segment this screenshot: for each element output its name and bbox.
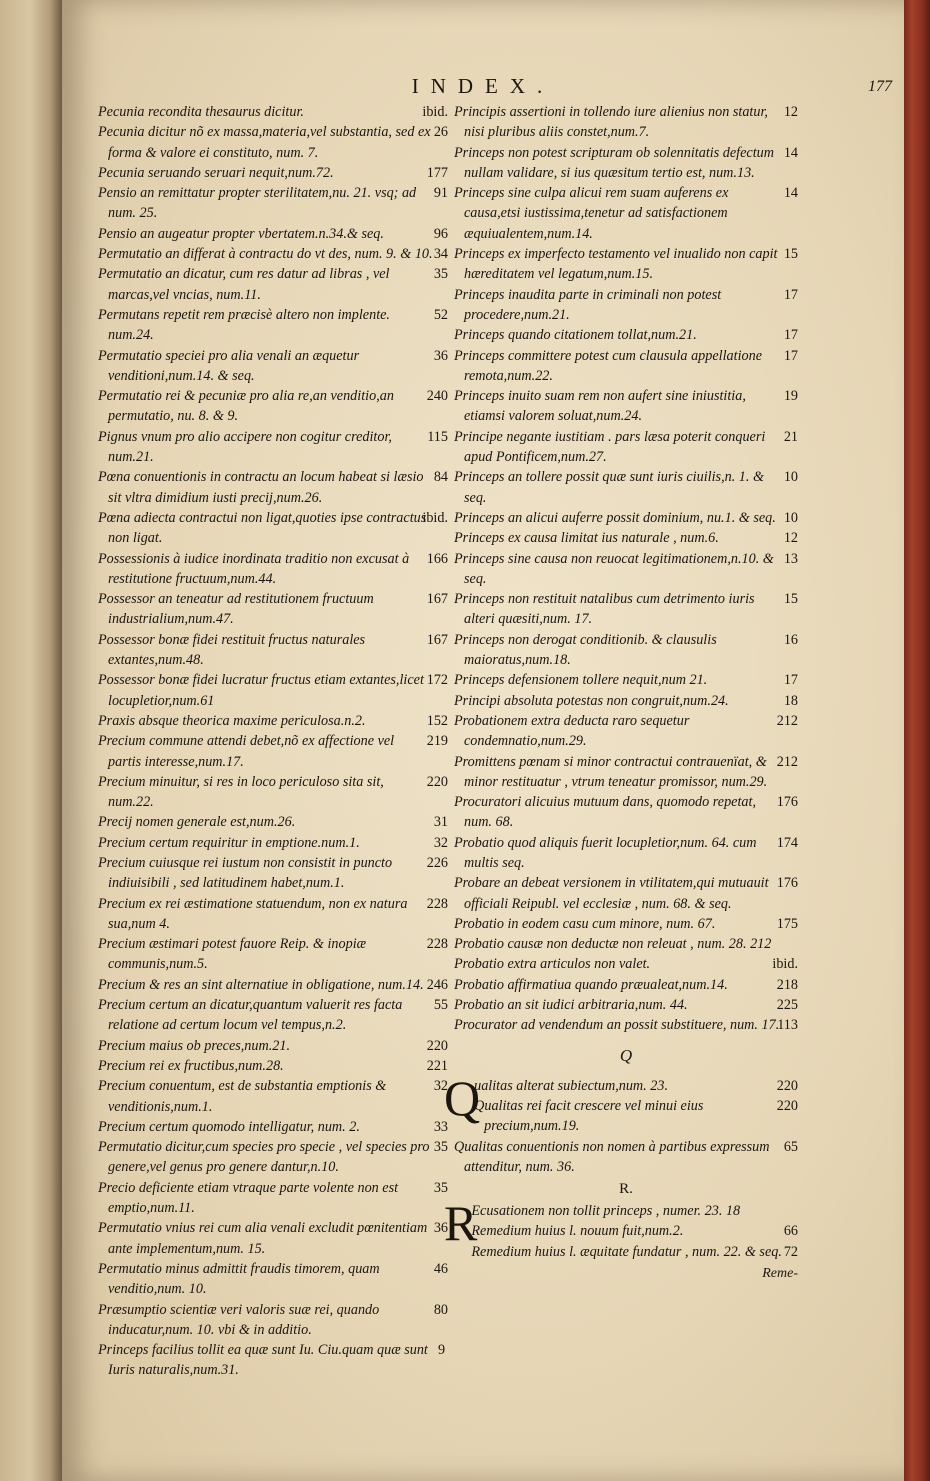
- entry-page-number: 219: [426, 733, 448, 750]
- index-entry: [454, 630, 798, 671]
- index-entry: [98, 1300, 448, 1341]
- index-entry: [98, 427, 448, 468]
- entry-text: Pensio an remittatur propter sterilitatem,nu. 21. vsq; ad num. 25.: [98, 185, 417, 222]
- entry-text: Possessionis à iudice inordinata traditio non excusat à restitutione fructuum,num.44.: [98, 550, 410, 587]
- entry-page-number: 55: [433, 997, 448, 1014]
- entry-page-number: 113: [777, 1017, 798, 1034]
- entry-text: Princeps facilius tollit ea quæ sunt Iu. Ciu.quam quæ sunt Iuris naturalis,num.31.: [98, 1342, 428, 1379]
- entry-page-number: 19: [783, 388, 798, 405]
- folio-number: 177: [868, 78, 892, 95]
- entry-text: Pœna conuentionis in contractu an locum habeat si læsio sit vltra dimidium iusti precij,num.26.: [98, 469, 424, 506]
- entry-text: Princeps ex imperfecto testamento vel inualido non capit hæreditatem vel legatum,num.15.: [454, 246, 778, 283]
- entry-page-number: 35: [433, 1139, 448, 1156]
- entry-page-number: 226: [426, 854, 448, 871]
- entry-text: Precium minuitur, si res in loco periculoso sita sit, num.22.: [98, 773, 384, 811]
- entry-text: Probatio in eodem casu cum minore, num. 67.: [454, 915, 716, 932]
- entry-page-number: ibid.: [422, 104, 448, 120]
- entry-page-number: 91: [433, 185, 448, 202]
- entry-page-number: 84: [433, 469, 448, 486]
- entry-text: Permutatio an dicatur, cum res datur ad libras , vel marcas,vel vncias, num.11.: [98, 266, 390, 303]
- entry-text: Promittens pœnam si minor contractui contrauenïat, & minor restituatur , vtrum teneatur promissor, num.29.: [454, 753, 768, 790]
- entry-page-number: 225: [776, 997, 798, 1014]
- index-entry: [454, 914, 798, 934]
- index-entry: [454, 1201, 798, 1221]
- right-column: [444, 102, 798, 1284]
- index-entry: [98, 772, 448, 813]
- index-entry: [98, 1137, 448, 1178]
- entry-text: Pecunia seruando seruari nequit,num.72.: [98, 164, 334, 181]
- entry-page-number: 33: [433, 1118, 448, 1135]
- left-column: [98, 102, 448, 1381]
- entry-text: Precium rei ex fructibus,num.28.: [98, 1057, 284, 1074]
- entry-text: Permutatio speciei pro alia venali an æquetur venditioni,num.14. & seq.: [98, 347, 360, 384]
- index-entry: [454, 143, 798, 184]
- entry-page-number: 12: [783, 530, 798, 547]
- entry-page-number: 32: [433, 834, 448, 851]
- entry-text: Possessor bonæ fidei lucratur fructus etiam extantes,licet locupletior,num.61: [98, 672, 424, 709]
- entry-page-number: 10: [783, 469, 798, 486]
- entry-text: Principe negante iustitiam . pars læsa poterit conqueri apud Pontificem,num.27.: [454, 428, 766, 466]
- entry-page-number: 32: [433, 1078, 448, 1095]
- entry-page-number: 31: [433, 814, 448, 831]
- right-entries: [454, 102, 798, 1036]
- index-entry: [454, 792, 798, 833]
- entry-text: Precij nomen generale est,num.26.: [98, 814, 296, 831]
- section-heading-r: R.: [619, 1181, 633, 1198]
- entry-text: Precium conuentum, est de substantia emptionis & venditionis,num.1.: [98, 1078, 387, 1115]
- index-entry: [98, 833, 448, 853]
- index-entry: [98, 711, 448, 731]
- entry-text: Precium certum quomodo intelligatur, num. 2.: [98, 1118, 360, 1135]
- index-entry: [454, 183, 798, 244]
- entry-page-number: 21: [783, 428, 798, 445]
- index-entry: [98, 853, 448, 894]
- entry-text: Possessor bonæ fidei restituit fructus naturales extantes,num.48.: [98, 631, 366, 669]
- index-entry: [454, 427, 798, 468]
- entry-page-number: 17: [783, 286, 798, 303]
- index-entry: [454, 1221, 798, 1241]
- section-r: [444, 1195, 798, 1262]
- index-entry: [454, 1076, 798, 1096]
- index-entry: [98, 589, 448, 630]
- entry-text: Permutatio dicitur,cum species pro specie , vel species pro genere,vel genus pro genere dantur,n.10.: [98, 1139, 430, 1176]
- entry-page-number: 17: [783, 672, 798, 689]
- index-entry: [98, 894, 448, 935]
- index-entry: [98, 1117, 448, 1137]
- entry-text: Probatio extra articulos non valet.: [454, 956, 651, 973]
- entry-text: Possessor an teneatur ad restitutionem fructuum industrialium,num.47.: [98, 591, 374, 628]
- entry-text: Precio deficiente etiam vtraque parte volente non est emptio,num.11.: [98, 1179, 399, 1217]
- entry-text: Precium æstimari potest fauore Reip. & inopiæ communis,num.5.: [98, 936, 367, 973]
- entry-text: Princeps ex causa limitat ius naturale , num.6.: [454, 530, 719, 547]
- index-entry: [454, 833, 798, 874]
- entry-text: Remedium huius l. nouum fuit,num.2.: [471, 1223, 684, 1240]
- index-entry: [98, 508, 448, 549]
- index-entry: [454, 1137, 798, 1178]
- entry-text: Princeps committere potest cum clausula appellatione remota,num.22.: [454, 347, 762, 384]
- index-entry: [454, 386, 798, 427]
- index-entry: [454, 589, 798, 630]
- entry-page-number: 36: [433, 1220, 448, 1237]
- entry-page-number: 65: [783, 1138, 798, 1155]
- entry-page-number: 96: [433, 225, 448, 242]
- entry-page-number: 15: [783, 246, 798, 263]
- index-entry: [454, 954, 798, 974]
- index-entry: [98, 244, 448, 264]
- entry-page-number: 18: [783, 692, 798, 709]
- index-entry: [98, 995, 448, 1036]
- index-entry: [454, 285, 798, 326]
- index-entry: [98, 1178, 448, 1219]
- entry-text: Precium certum requiritur in emptione.num.1.: [98, 834, 360, 851]
- entry-page-number: 177: [426, 164, 448, 181]
- entry-text: Princeps non derogat conditionib. & clausulis maioratus,num.18.: [454, 631, 717, 669]
- index-entry: [454, 691, 798, 711]
- entry-page-number: 14: [783, 144, 798, 161]
- index-entry: [454, 325, 798, 345]
- index-entry: [98, 224, 448, 244]
- entry-page-number: 174: [776, 834, 798, 851]
- entry-text: Principi absoluta potestas non congruit,num.24.: [454, 692, 729, 709]
- index-entry: [454, 508, 798, 528]
- entry-page-number: 212: [776, 712, 798, 729]
- entry-text: Pœna adiecta contractui non ligat,quoties ipse contractus non ligat.: [98, 509, 427, 547]
- index-entry: [98, 346, 448, 387]
- index-entry: [98, 102, 448, 122]
- entry-page-number: 35: [433, 1179, 448, 1196]
- entry-text: Princeps non restituit natalibus cum detrimento iuris alteri quæsiti,num. 17.: [454, 591, 755, 628]
- index-entry: [98, 731, 448, 772]
- index-entry: [454, 244, 798, 285]
- index-entry: [98, 630, 448, 671]
- index-entry: [98, 1056, 448, 1076]
- entry-text: Princeps defensionem tollere nequit,num 21.: [454, 672, 708, 689]
- entry-page-number: 152: [426, 712, 448, 729]
- entry-page-number: 10: [783, 509, 798, 526]
- entry-text: Probare an debeat versionem in vtilitatem,qui mutuauit officiali Reipubl. vel ecclesiæ , num. 68. & seq.: [454, 875, 769, 912]
- index-entry: [98, 122, 448, 163]
- entry-text: Pensio an augeatur propter vbertatem.n.34.& seq.: [98, 225, 384, 242]
- entry-text: Qualitas conuentionis non nomen à partibus expressum attenditur, num. 36.: [454, 1138, 770, 1175]
- entry-page-number: 167: [426, 631, 448, 648]
- entry-page-number: 12: [783, 104, 798, 120]
- book-cover-edge: [904, 0, 930, 1481]
- page-header: [62, 74, 904, 104]
- entry-page-number: ibid.: [772, 956, 798, 973]
- entry-text: Probatio quod aliquis fuerit locupletior,num. 64. cum multis seq.: [454, 834, 757, 871]
- index-entry: [454, 1015, 798, 1035]
- entry-page-number: 66: [783, 1223, 798, 1240]
- index-entry: [98, 670, 448, 711]
- entry-text: Pecunia dicitur nõ ex massa,materia,vel substantia, sed ex forma & valore ei constituto, num. 7.: [98, 124, 431, 161]
- entry-text: Probatio affirmatiua quando præualeat,num.14.: [454, 976, 728, 993]
- entry-page-number: 228: [426, 895, 448, 912]
- entry-page-number: 175: [776, 915, 798, 932]
- entry-text: Precium maius ob preces,num.21.: [98, 1037, 291, 1054]
- entry-text: Precium certum an dicatur,quantum valuerit res facta relatione ad certum locum vel tempus,n.2.: [98, 997, 403, 1034]
- entry-page-number: 166: [426, 550, 448, 567]
- entry-text: Pignus vnum pro alio accipere non cogitur creditor, num.21.: [98, 428, 392, 466]
- q-entries: [454, 1076, 798, 1177]
- entry-text: Remedium huius l. æquitate fundatur , num. 22. & seq.: [471, 1243, 782, 1260]
- index-entry: [98, 386, 448, 427]
- index-entry: [454, 670, 798, 690]
- entry-text: Princeps an tollere possit quæ sunt iuris ciuilis,n. 1. & seq.: [454, 469, 765, 506]
- entry-text: Probationem extra deducta raro sequetur condemnatio,num.29.: [454, 712, 690, 750]
- entry-text: Probatio an sit iudici arbitraria,num. 44.: [454, 997, 688, 1014]
- entry-text: Permutatio rei & pecuniæ pro alia re,an venditio,an permutatio, nu. 8. & 9.: [98, 388, 394, 425]
- entry-page-number: ibid.: [422, 509, 448, 526]
- drop-cap-q: Q: [444, 1069, 481, 1126]
- index-entry: [454, 528, 798, 548]
- section-q: [444, 1069, 798, 1177]
- entry-text: Permutatio minus admittit fraudis timorem, quam venditio,num. 10.: [98, 1260, 380, 1298]
- index-entry: [454, 1242, 798, 1262]
- entry-page-number: 218: [776, 976, 798, 993]
- index-entry: [98, 183, 448, 224]
- index-page: [62, 0, 904, 1481]
- entry-text: Princeps sine culpa alicui rem suam auferens ex causa,etsi iustissima,tenetur ad satisfactionem æquiualentem,num.14.: [454, 185, 729, 242]
- r-entries: [454, 1201, 798, 1262]
- entry-text: Princeps inuito suam rem non aufert sine iniustitia, etiamsi valorem soluat,num.24.: [454, 388, 746, 425]
- entry-text: Procurator ad vendendum an possit substituere, num. 17.: [454, 1017, 780, 1034]
- section-heading-q: Q: [619, 1045, 633, 1065]
- index-entry: [454, 995, 798, 1015]
- index-entry: [98, 1259, 448, 1300]
- entry-page-number: 212: [776, 753, 798, 770]
- entry-text: Precium cuiusque rei iustum non consistit in puncto indiuisibili , sed latitudinem habet,num.1.: [98, 854, 393, 892]
- index-entry: [98, 163, 448, 183]
- facing-page-edge: [0, 0, 62, 1481]
- index-entry: [454, 1096, 798, 1137]
- entry-page-number: 46: [433, 1260, 448, 1277]
- entry-text: Princeps sine causa non reuocat legitimationem,n.10. & seq.: [454, 550, 774, 587]
- entry-page-number: 220: [776, 1077, 798, 1094]
- entry-page-number: 220: [776, 1097, 798, 1114]
- entry-text: Precium commune attendi debet,nõ ex affectione vel partis interesse,num.17.: [98, 733, 395, 770]
- entry-page-number: 72: [783, 1243, 798, 1260]
- entry-page-number: 15: [783, 591, 798, 608]
- entry-page-number: 26: [433, 124, 448, 141]
- entry-page-number: 220: [426, 1037, 448, 1054]
- index-entry: [454, 467, 798, 508]
- entry-text: Procuratori alicuius mutuum dans, quomodo repetat, num. 68.: [454, 794, 756, 831]
- index-entry: [98, 1036, 448, 1056]
- index-entry: [98, 1218, 448, 1259]
- entry-page-number: 115: [427, 428, 448, 445]
- index-entry: [98, 1076, 448, 1117]
- entry-page-number: 36: [433, 347, 448, 364]
- index-entry: [98, 549, 448, 590]
- entry-text: Permutatio an differat à contractu do vt des, num. 9. & 10.: [98, 246, 433, 263]
- entry-page-number: 240: [426, 388, 448, 405]
- entry-text: Precium & res an sint alternatiue in obligatione, num.14.: [98, 976, 424, 993]
- entry-page-number: 228: [426, 936, 448, 953]
- index-entry: [454, 752, 798, 793]
- entry-page-number: 17: [783, 327, 798, 344]
- entry-text: Permutans repetit rem præcisè altero non implente. num.24.: [98, 306, 390, 344]
- entry-text: Ecusationem non tollit princeps , numer. 23. 18: [471, 1203, 741, 1220]
- entry-page-number: 220: [426, 773, 448, 790]
- entry-text: Pecunia recondita thesaurus dicitur.: [98, 104, 304, 120]
- index-entry: [98, 305, 448, 346]
- entry-text: Princeps non potest scripturam ob solennitatis defectum nullam validare, si ius quæsitum tertio est, num.13.: [454, 144, 774, 181]
- page-title: INDEX.: [411, 74, 555, 98]
- index-entry: [454, 102, 798, 143]
- entry-text: Precium ex rei æstimatione statuendum, non ex natura sua,num 4.: [98, 895, 408, 932]
- entry-page-number: 13: [783, 550, 798, 567]
- index-entry: [98, 975, 448, 995]
- index-entry: [98, 812, 448, 832]
- entry-text: Qualitas rei facit crescere vel minui eius precium,num.19.: [474, 1097, 704, 1135]
- entry-text: Princeps quando citationem tollat,num.21.: [454, 327, 697, 344]
- entry-page-number: 80: [433, 1301, 448, 1318]
- entry-page-number: 16: [783, 631, 798, 648]
- index-entry: [454, 934, 798, 954]
- index-entry: [454, 873, 798, 914]
- entry-page-number: 34: [433, 246, 448, 263]
- index-entry: [98, 264, 448, 305]
- entry-page-number: 35: [433, 266, 448, 283]
- entry-page-number: 221: [426, 1057, 448, 1074]
- index-entry: [454, 975, 798, 995]
- entry-page-number: 246: [426, 976, 448, 993]
- entry-text: Permutatio vnius rei cum alia venali excludit pœnitentiam ante implementum,num. 15.: [98, 1220, 428, 1257]
- catchword: Reme-: [762, 1266, 798, 1282]
- entry-text: Præsumptio scientiæ veri valoris suæ rei, quando inducatur,num. 10. vbi & in additio.: [98, 1301, 380, 1338]
- drop-cap-r: R: [444, 1195, 478, 1252]
- entry-page-number: 176: [776, 794, 798, 811]
- entry-page-number: 14: [783, 185, 798, 202]
- entry-page-number: 17: [783, 347, 798, 364]
- index-entry: [454, 711, 798, 752]
- entry-text: Principis assertioni in tollendo iure alienius non statur, nisi pluribus aliis constet,num.7.: [454, 104, 768, 141]
- index-entry: [454, 346, 798, 387]
- index-entry: [98, 467, 448, 508]
- entry-page-number: 167: [426, 591, 448, 608]
- entry-text: Princeps inaudita parte in criminali non potest procedere,num.21.: [454, 286, 722, 323]
- entry-text: Princeps an alicui auferre possit dominium, nu.1. & seq.: [454, 509, 776, 526]
- index-entry: 9 Princeps facilius tollit ea quæ sunt Iu. Ciu.quam quæ sunt Iuris naturalis,num.31.: [98, 1342, 446, 1379]
- entry-page-number: 52: [433, 306, 448, 323]
- entry-text: ualitas alterat subiectum,num. 23.: [474, 1077, 668, 1094]
- entry-page-number: 176: [776, 875, 798, 892]
- entry-page-number: 172: [426, 672, 448, 689]
- entry-text: Praxis absque theorica maxime periculosa.n.2.: [98, 712, 366, 729]
- index-entry: [454, 549, 798, 590]
- entry-text: Probatio causæ non deductæ non releuat , num. 28. 212: [454, 936, 772, 953]
- index-entry: [98, 934, 448, 975]
